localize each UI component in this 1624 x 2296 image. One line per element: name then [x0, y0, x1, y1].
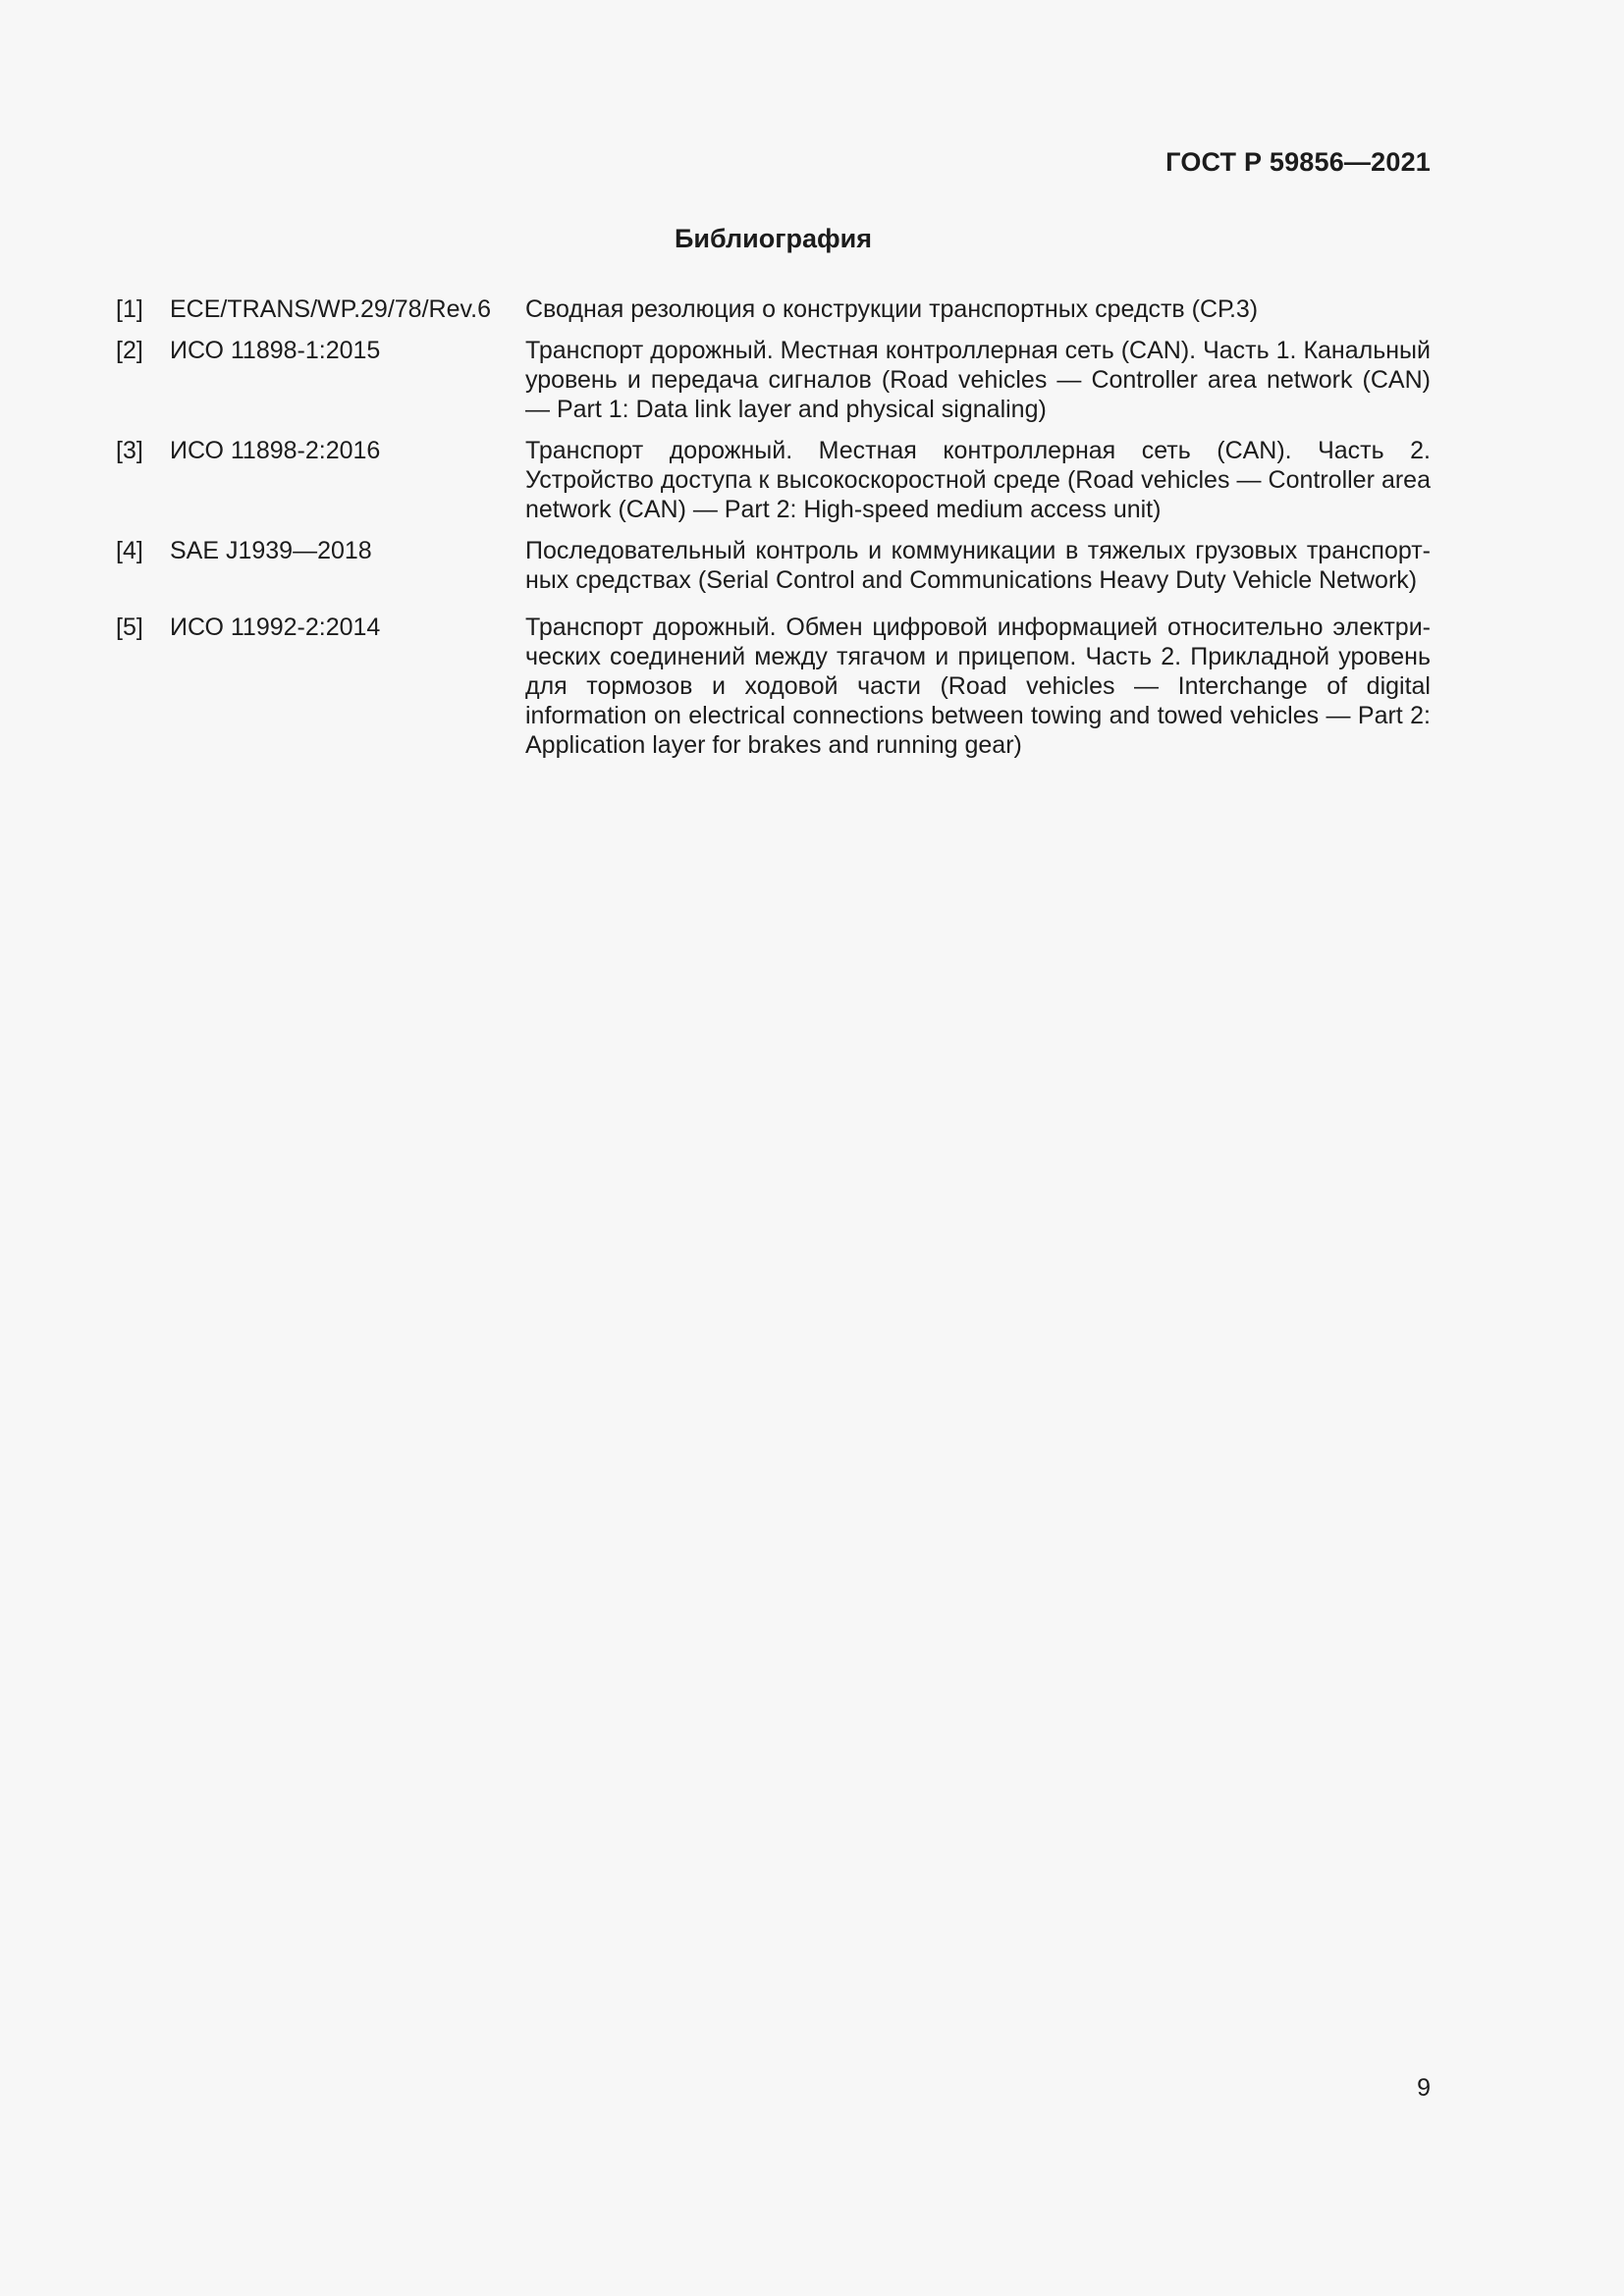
entry-code: SAE J1939—2018	[170, 537, 372, 564]
entry-description: Сводная резолюция о конструкции транспортных средств (СР.3)	[525, 295, 1259, 323]
entry-number: [5]	[116, 614, 143, 641]
entry-code: ИСО 11992-2:2014	[170, 614, 381, 641]
bibliography-entry-3	[116, 436, 1431, 524]
entry-description: Транспорт дорожный. Обмен цифровой информацией относительно электрических соединений между тягачом и прицепом. Часть 2. Прикладной уровень для тормозов и ходовой части (Road vehicles — Interchange of digital information on electrical connections between towing and towed vehicles — Part 2: Application layer for brakes and running gear)	[525, 614, 1431, 759]
bibliography-list	[116, 294, 1431, 772]
entry-code: ECE/TRANS/WP.29/78/Rev.6	[170, 295, 491, 323]
entry-description: Последовательный контроль и коммуникации в тяжелых грузовых транспортных средствах (Serial Control and Communications Heavy Duty Vehicle Network)	[525, 537, 1431, 594]
entry-code: ИСО 11898-1:2015	[170, 337, 381, 364]
entry-number: [2]	[116, 337, 143, 364]
entry-code: ИСО 11898-2:2016	[170, 437, 381, 464]
bibliography-entry-1	[116, 294, 1431, 324]
entry-description: Транспорт дорожный. Местная контроллерная сеть (CAN). Часть 1. Канальный уровень и передача сигналов (Road vehicles — Controller area network (CAN) — Part 1: Data link layer and physical signaling)	[525, 337, 1431, 423]
page-number: 9	[1417, 2074, 1431, 2102]
section-title: Библиография	[675, 224, 872, 253]
bibliography-entry-5	[116, 613, 1431, 760]
entry-number: [1]	[116, 295, 143, 323]
bibliography-entry-2	[116, 336, 1431, 424]
entry-description: Транспорт дорожный. Местная контроллерная сеть (CAN). Часть 2. Устройство доступа к высокоскоростной среде (Road vehicles — Controller area network (CAN) — Part 2: High-speed medium access unit)	[525, 437, 1431, 523]
entry-number: [4]	[116, 537, 143, 564]
bibliography-entry-4	[116, 536, 1431, 595]
document-code: ГОСТ Р 59856—2021	[1165, 147, 1431, 177]
entry-number: [3]	[116, 437, 143, 464]
